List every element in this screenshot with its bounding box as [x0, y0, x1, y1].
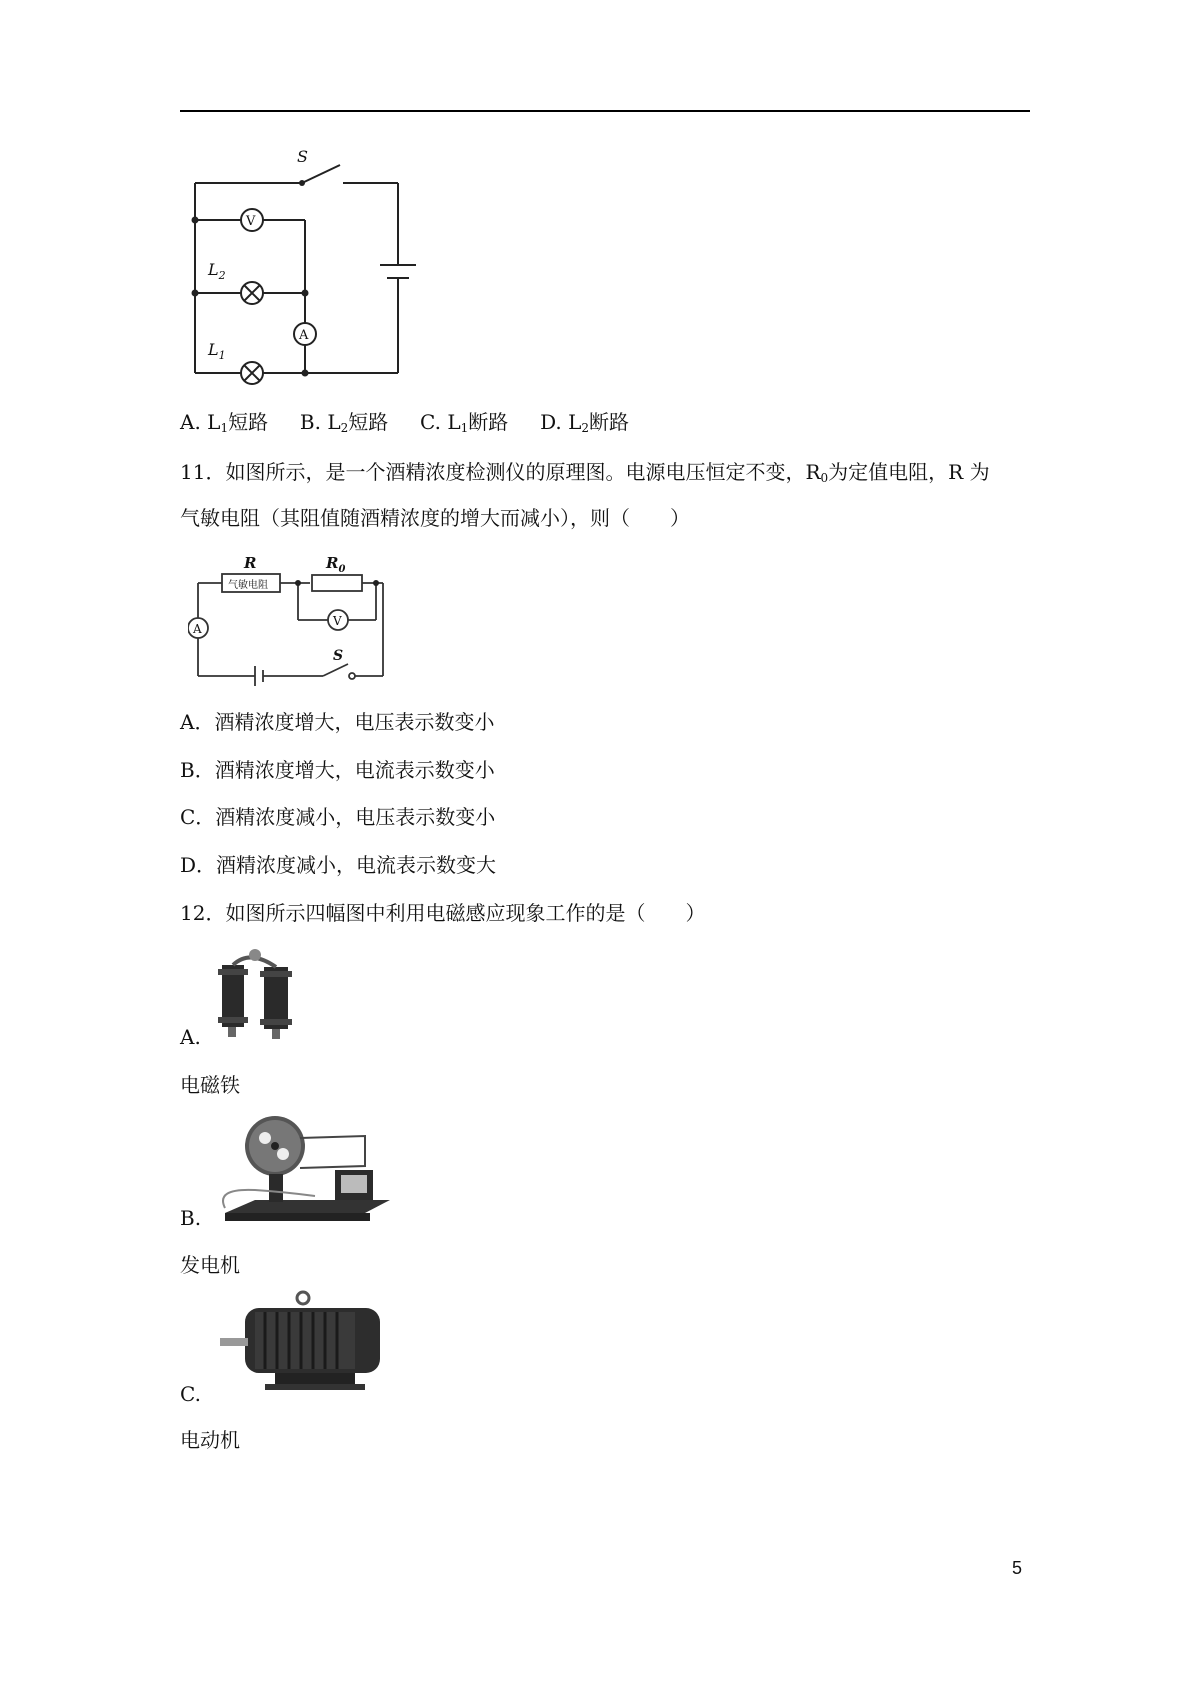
page-number: 5	[1012, 1558, 1023, 1578]
q11-option-a: A．酒精浓度增大，电压表示数变小	[180, 710, 495, 734]
q11-option-c: C．酒精浓度减小，电压表示数变小	[180, 805, 496, 829]
q11-option-d: D．酒精浓度减小，电流表示数变大	[180, 853, 497, 877]
q12-option-c-caption: 电动机	[180, 1428, 240, 1452]
q10-option-d: D. $L_2$断路	[540, 410, 630, 435]
lamp1-label: $L_1$	[208, 340, 226, 362]
q11-stem-line1: 11．如图所示，是一个酒精浓度检测仪的原理图。电源电压恒定不变，$R_0$为定值电阻，R 为	[180, 460, 990, 485]
r0-label: $R_0$	[326, 554, 346, 575]
q10-option-b: B. $L_2$短路	[299, 410, 389, 435]
gas-resistor-label: 气敏电阻	[228, 580, 268, 591]
q11-switch-label: S	[333, 648, 344, 664]
lamp2-label: $L_2$	[208, 260, 226, 282]
q10-option-c: C. $L_1$断路	[420, 410, 509, 435]
switch-label: S	[297, 147, 308, 166]
r-label: R	[244, 554, 257, 572]
q10-circuit-diagram	[180, 145, 420, 390]
q12-option-c-letter: C.	[180, 1382, 201, 1406]
ammeter-label: A	[299, 328, 309, 343]
voltmeter-label: V	[246, 214, 256, 229]
q11-stem-line2: 气敏电阻（其阻值随酒精浓度的增大而减小），则（ ）	[180, 506, 690, 530]
generator-image	[215, 1108, 410, 1230]
electric-motor-image	[215, 1288, 405, 1398]
q11-ammeter-label: A	[193, 622, 202, 636]
q12-option-b-caption: 发电机	[180, 1253, 240, 1277]
q11-voltmeter-label: V	[333, 614, 342, 628]
q12-option-b-letter: B.	[180, 1206, 202, 1230]
header-rule	[180, 110, 1030, 112]
q12-option-a-caption: 电磁铁	[180, 1073, 240, 1097]
electromagnet-image	[210, 945, 310, 1045]
q11-option-b: B．酒精浓度增大，电流表示数变小	[180, 758, 495, 782]
q12-stem: 12．如图所示四幅图中利用电磁感应现象工作的是（ ）	[180, 901, 706, 925]
q10-option-a: A. $L_1$短路	[180, 410, 269, 435]
q11-circuit-diagram	[188, 548, 403, 693]
q12-option-a-letter: A.	[180, 1025, 201, 1049]
q10-options	[180, 412, 629, 434]
